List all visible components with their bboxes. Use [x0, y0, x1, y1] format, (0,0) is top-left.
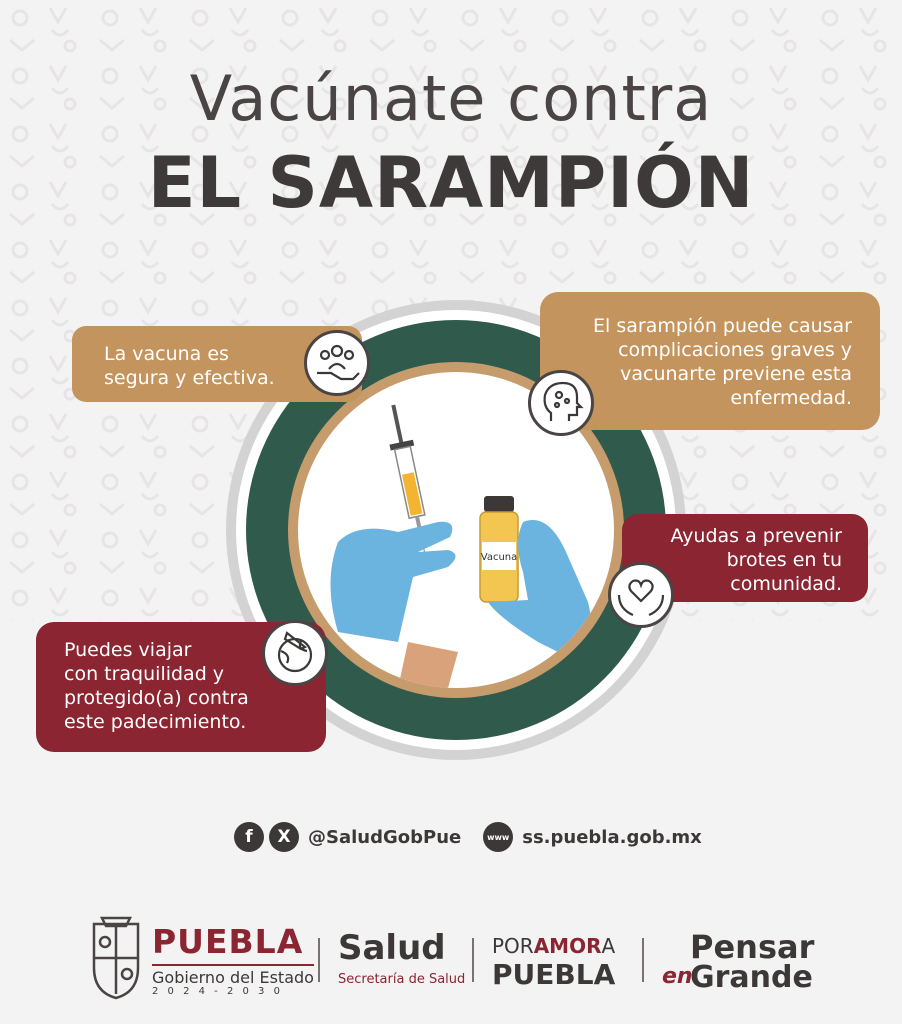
amor-text: AMOR	[533, 934, 602, 958]
puebla-logo-subtitle: Gobierno del Estado	[152, 964, 314, 987]
salud-logo-name: Salud	[338, 928, 446, 968]
vial-label: Vacuna	[480, 552, 518, 563]
bubble-text-line: este padecimiento.	[64, 711, 247, 733]
bubble-text-line: brotes en tu	[726, 549, 842, 571]
bubble-text-line: vacunarte previene esta	[620, 363, 852, 385]
bubble-text-line: segura y efectiva.	[104, 367, 275, 389]
bubble-text-line: protegido(a) contra	[64, 687, 249, 709]
bubble-text-line: con traquilidad y	[64, 663, 225, 685]
title-line-1: Vacúnate contra	[189, 62, 713, 135]
coat-of-arms-icon	[88, 914, 144, 1004]
divider	[642, 938, 644, 982]
title-line-2: EL SARAMPIÓN	[147, 142, 755, 224]
por-amor-puebla: PUEBLA	[492, 958, 616, 991]
hands-heart-icon	[608, 562, 674, 628]
facebook-icon[interactable]: f	[234, 822, 264, 852]
globe-plane-icon	[262, 620, 328, 686]
puebla-logo-years: 2 0 2 4 - 2 0 3 0	[152, 986, 283, 997]
por-text: POR	[492, 934, 534, 958]
www-label: www	[487, 832, 510, 842]
a-text: A	[601, 934, 616, 958]
head-virus-icon	[528, 370, 594, 436]
divider	[318, 938, 320, 982]
www-icon	[483, 822, 513, 852]
people-hand-icon	[304, 330, 370, 396]
bubble-text-line: enfermedad.	[730, 387, 852, 409]
x-icon[interactable]: X	[269, 822, 299, 852]
bubble-text-line: comunidad.	[730, 573, 842, 595]
bubble-text-line: El sarampión puede causar	[593, 315, 852, 337]
bubble-text-line: complicaciones graves y	[618, 339, 852, 361]
grande-text: Grande	[690, 960, 813, 995]
por-amor-logo	[492, 934, 615, 958]
bubble-text-line: Ayudas a prevenir	[670, 525, 842, 547]
salud-logo-subtitle: Secretaría de Salud	[338, 972, 466, 987]
footer-logos	[0, 908, 902, 1008]
en-text: en	[662, 964, 693, 989]
bubble-text-line: Puedes viajar	[64, 639, 192, 661]
website-link[interactable]: ss.puebla.gob.mx	[522, 826, 702, 848]
bubble-text-line: La vacuna es	[104, 343, 229, 365]
social-bar	[234, 820, 702, 854]
social-handle[interactable]: @SaludGobPue	[308, 826, 462, 848]
puebla-logo-name: PUEBLA	[152, 922, 304, 961]
divider	[472, 938, 474, 982]
vial-icon	[480, 496, 518, 602]
pensar-text: Pensar	[690, 928, 815, 966]
